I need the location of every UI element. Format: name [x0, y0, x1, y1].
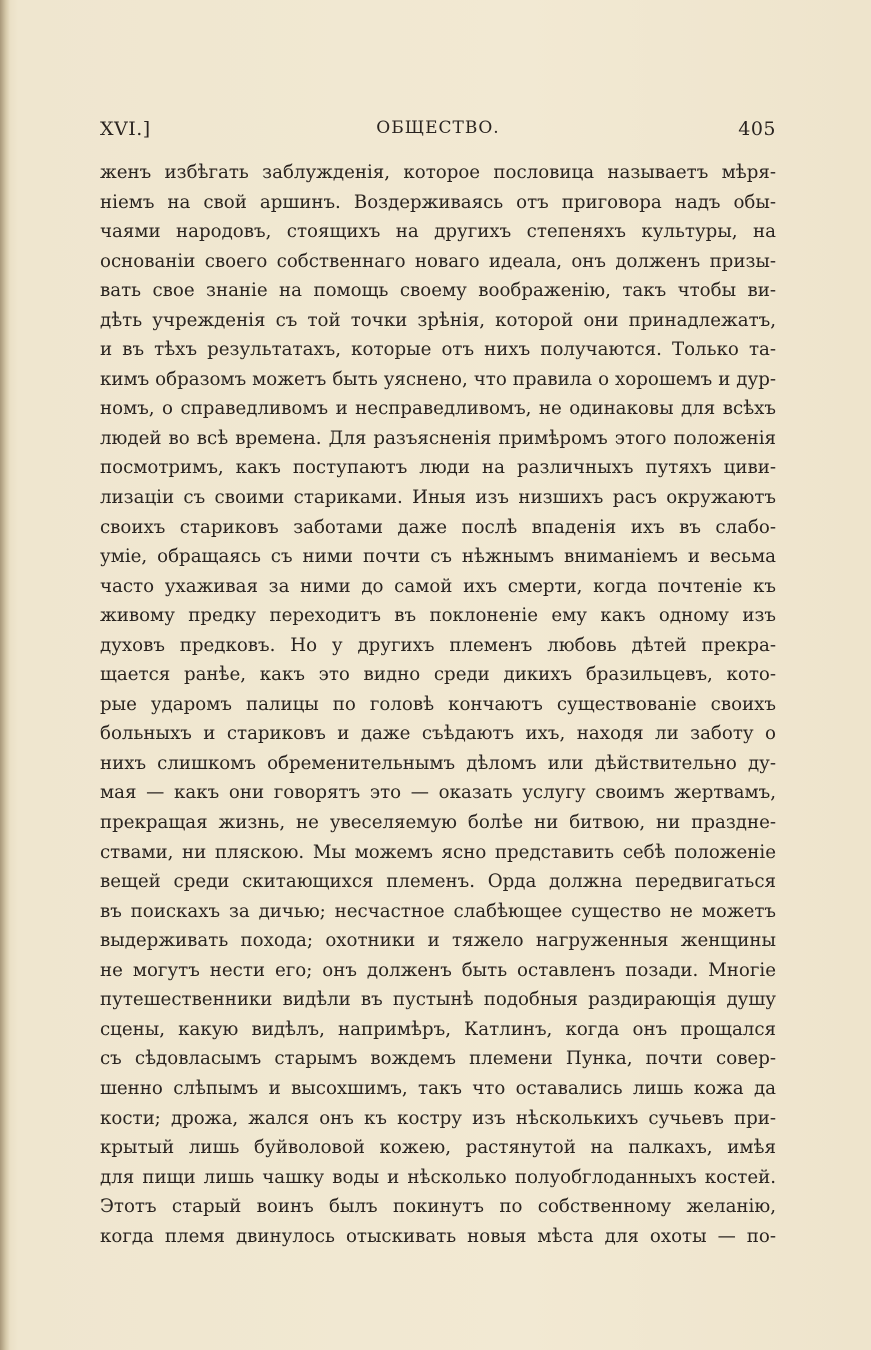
- text-line: сцены, какую видѣлъ, напримѣръ, Катлинъ, когда онъ прощался: [100, 1018, 776, 1040]
- text-line: нихъ слишкомъ обременительнымъ дѣломъ или дѣйствительно ду-: [100, 752, 776, 774]
- text-line: мая — какъ они говорятъ это — оказать услугу своимъ жертвамъ,: [100, 782, 776, 804]
- running-title: ОБЩЕСТВО.: [376, 118, 500, 138]
- text-line: лизаціи съ своими стариками. Иныя изъ низшихъ расъ окружаютъ: [100, 487, 776, 509]
- text-line: ствами, ни пляскою. Мы можемъ ясно представить себѣ положеніе: [100, 841, 776, 863]
- text-line: часто ухаживая за ними до самой ихъ смерти, когда почтеніе къ: [100, 575, 776, 597]
- text-line: чаями народовъ, стоящихъ на другихъ степеняхъ культуры, на: [100, 221, 776, 243]
- text-line: въ поискахъ за дичью; несчастное слабѣющее существо не можетъ: [100, 900, 776, 922]
- text-line: шенно слѣпымъ и высохшимъ, такъ что оставались лишь кожа да: [100, 1077, 776, 1099]
- text-line: посмотримъ, какъ поступаютъ люди на различныхъ путяхъ циви-: [100, 457, 776, 479]
- text-line: духовъ предковъ. Но у другихъ племенъ любовь дѣтей прекра-: [100, 634, 776, 656]
- text-line: кимъ образомъ можетъ быть уяснено, что правила о хорошемъ и дур-: [100, 368, 776, 390]
- text-line: вать свое знаніе на помощь своему воображенію, такъ чтобы ви-: [100, 280, 776, 302]
- text-line: ніемъ на свой аршинъ. Воздерживаясь отъ приговора надъ обы-: [100, 191, 776, 213]
- text-line: крытый лишь буйволовой кожею, растянутой на палкахъ, имѣя: [100, 1137, 776, 1159]
- text-line: прекращая жизнь, не увеселяемую болѣе ни битвою, ни праздне-: [100, 812, 776, 834]
- chapter-number: XVI.]: [100, 118, 151, 140]
- text-line: своихъ стариковъ заботами даже послѣ впаденія ихъ въ слабо-: [100, 516, 776, 538]
- text-line: людей во всѣ времена. Для разъясненія примѣромъ этого положенія: [100, 427, 776, 449]
- text-line: съ сѣдовласымъ старымъ вождемъ племени Пунка, почти совер-: [100, 1048, 776, 1070]
- text-line: кости; дрожа, жался онъ къ костру изъ нѣсколькихъ сучьевъ при-: [100, 1107, 776, 1129]
- text-line: рые ударомъ палицы по головѣ кончаютъ существованіе своихъ: [100, 693, 776, 715]
- text-line: живому предку переходитъ въ поклоненіе ему какъ одному изъ: [100, 605, 776, 627]
- text-line: женъ избѣгать заблужденія, которое пословица называетъ мѣря-: [100, 162, 776, 183]
- text-line: выдерживать похода; охотники и тяжело нагруженныя женщины: [100, 930, 776, 952]
- running-header: [100, 118, 776, 144]
- text-line: вещей среди скитающихся племенъ. Орда должна передвигаться: [100, 871, 776, 893]
- text-line: и въ тѣхъ результатахъ, которые отъ нихъ получаются. Только та-: [100, 339, 776, 361]
- text-line: щается ранѣе, какъ это видно среди дикихъ бразильцевъ, кото-: [100, 664, 776, 686]
- text-line: номъ, о справедливомъ и несправедливомъ, не одинаковы для всѣхъ: [100, 398, 776, 420]
- text-line: когда племя двинулось отыскивать новыя мѣста для охоты — по-: [100, 1225, 776, 1247]
- text-line: путешественники видѣли въ пустынѣ подобныя раздирающія душу: [100, 989, 776, 1011]
- page-binding-edge: [0, 0, 10, 1350]
- text-line: больныхъ и стариковъ и даже съѣдаютъ ихъ, находя ли заботу о: [100, 723, 776, 745]
- text-line: основаніи своего собственнаго новаго идеала, онъ долженъ призы-: [100, 250, 776, 272]
- text-line: не могутъ нести его; онъ долженъ быть оставленъ позади. Многіе: [100, 959, 776, 981]
- text-line: для пищи лишь чашку воды и нѣсколько полуобглоданныхъ костей.: [100, 1166, 776, 1188]
- text-line: Этотъ старый воинъ былъ покинутъ по собственному желанію,: [100, 1196, 776, 1218]
- body-text: [100, 158, 776, 1251]
- text-line: дѣть учрежденія съ той точки зрѣнія, которой они принадлежатъ,: [100, 309, 776, 331]
- text-line: уміе, обращаясь съ ними почти съ нѣжнымъ вниманіемъ и весьма: [100, 546, 776, 568]
- page-number: 405: [738, 118, 776, 140]
